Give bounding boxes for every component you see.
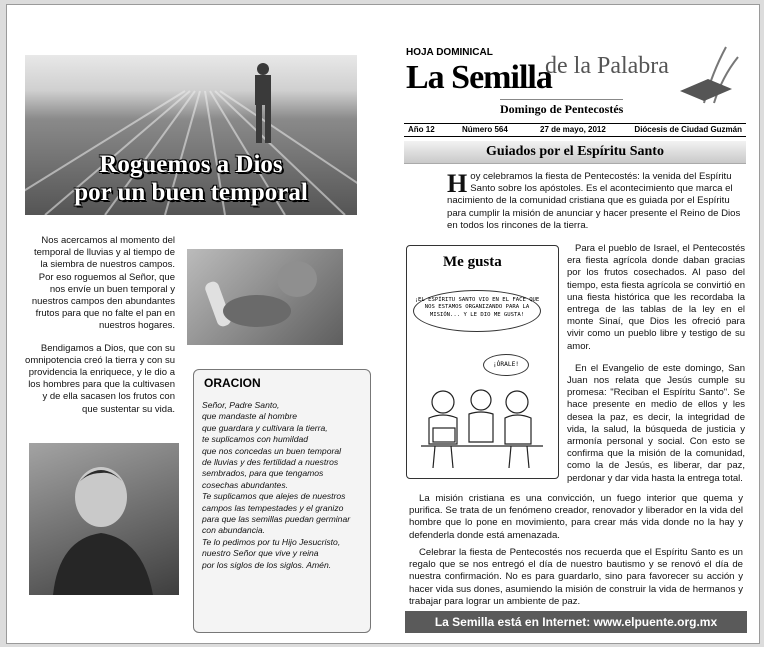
boy-illustration bbox=[29, 443, 179, 595]
farmland-photo bbox=[25, 55, 357, 215]
speech-bubble: ¡EL ESPÍRITU SANTO VIO EN EL FACE QUE NOS ESTAMOS ORGANIZANDO PARA LA MISIÓN... Y LE DIO ME GUSTA! bbox=[413, 290, 541, 332]
article-wide-paragraph-2 bbox=[409, 547, 743, 608]
intro-text: oy celebramos la fiesta de Pentecostés: la venida del Espíritu Santo sobre los apóstoles. Es el acontecimiento que marca el nacimiento de la comunidad cristiana que es guiada por el Espíritu para cumplir la misión de anunciar y hacer presente el Reino de Dios en todos los rincones de la tierra. bbox=[447, 171, 741, 231]
article-intro bbox=[447, 171, 743, 232]
masthead-title: La Semilla bbox=[406, 59, 552, 96]
people-on-bench-drawing bbox=[417, 384, 549, 472]
issue-diocese: Diócesis de Ciudad Guzmán bbox=[634, 125, 742, 134]
masthead-title-secondary: de la Palabra bbox=[545, 53, 669, 79]
left-text-block bbox=[25, 235, 175, 426]
prayer-box bbox=[193, 369, 371, 633]
issue-date: 27 de mayo, 2012 bbox=[540, 125, 606, 134]
hands-illustration bbox=[187, 249, 343, 345]
prayer-line: Te suplicamos que alejes de nuestros bbox=[202, 491, 346, 502]
hands-with-corn-photo bbox=[187, 249, 343, 345]
prayer-line: que guardara y cultivara la tierra, bbox=[202, 422, 328, 433]
boy-looking-up-photo bbox=[29, 443, 179, 595]
prayer-line: campos las tempestades y el granizo bbox=[202, 502, 344, 513]
prayer-line: sembrados, para que tengamos bbox=[202, 468, 324, 479]
left-paragraph: Nos acercamos al momento del temporal de lluvias y al tiempo de la siembra de nuestros campos. Por eso roguemos al Señor, que nos envíe un buen temporal y nuestros campos den abundantes frutos para que no falte el pan en nuestros hogares. bbox=[31, 235, 175, 332]
article-title: Guiados por el Espíritu Santo bbox=[404, 141, 746, 164]
prayer-line: nuestro Señor que vive y reina bbox=[202, 548, 319, 559]
headline-line-2: por un buen temporal bbox=[74, 179, 308, 206]
issue-info-bar bbox=[404, 123, 746, 137]
issue-number: Número 564 bbox=[462, 125, 508, 134]
left-paragraph: Bendigamos a Dios, que con su omnipotencia creó la tierra y con su providencia la enriquece, y le dio a los hombres para que la cultivasen y de ella sacasen los frutos con que sustentar su vida. bbox=[25, 342, 175, 415]
article-paragraph: En el Evangelio de este domingo, San Juan nos relata que Jesús cumple su promesa: "Reciban el Espíritu Santo". Se hace presente en medio de ellos y les desea la paz, es decir, la integridad de vida, la salud, la búsqueda de justicia y armonía personal y social. Con esto se confirma que la misión de la comunidad, como la de Jesús, es liberar, dar paz, perdonar y dar vida hasta la entrega total. bbox=[567, 362, 745, 484]
prayer-line: Te lo pedimos por tu Hijo Jesucristo, bbox=[202, 536, 341, 547]
prayer-text bbox=[202, 400, 362, 571]
prayer-line: por los siglos de los siglos. Amén. bbox=[202, 559, 332, 570]
article-wide-paragraph-1 bbox=[409, 493, 743, 542]
prayer-title: ORACION bbox=[204, 376, 261, 390]
article-paragraph: Para el pueblo de Israel, el Pentecostés era fiesta agrícola donde daban gracias por los frutos cosechados. Al paso del tiempo, esta fiesta agrícola se convirtió en una fiesta histórica que les recordaba la entrega de las tablas de la ley en el monte Sinaí, que Dios les ofreció para vivir como un pueblo libre y testigo de su amor. bbox=[567, 243, 745, 352]
drop-cap: H bbox=[447, 169, 468, 198]
masthead bbox=[400, 41, 750, 127]
masthead-kicker: HOJA DOMINICAL bbox=[406, 47, 493, 58]
prayer-line: que nos concedas un buen temporal bbox=[202, 445, 342, 456]
farmer-figure bbox=[255, 63, 271, 143]
prayer-line: de lluvias y des fertilidad a nuestros bbox=[202, 457, 339, 468]
bulletin-page bbox=[6, 4, 760, 644]
prayer-line: que mandaste al hombre bbox=[202, 411, 298, 422]
website-footer-banner: La Semilla está en Internet: www.elpuente.org.mx bbox=[405, 611, 747, 633]
article-paragraph: Celebrar la fiesta de Pentecostés nos recuerda que el Espíritu Santo es un regalo que se nos entregó el día de nuestro bautismo y se renovó el día de nuestra confirmación. No es para guardarlo, sino para favorecer su acción y hacer vida sus dones, asumiendo la misión de construir la vida de hermanos y trabajar para lograr un ambiente de paz. bbox=[409, 547, 743, 607]
prayer-line: te suplicamos con humildad bbox=[202, 434, 309, 445]
headline-line-1: Roguemos a Dios bbox=[99, 151, 283, 178]
wheat-and-bible-icon bbox=[674, 43, 744, 105]
speech-bubble-short: ¡ÓRALE! bbox=[483, 354, 529, 376]
cartoon-title: Me gusta bbox=[443, 254, 502, 270]
issue-year: Año 12 bbox=[408, 125, 435, 134]
masthead-subtitle: Domingo de Pentecostés bbox=[500, 99, 623, 117]
article-paragraph: La misión cristiana es una convicción, un fuego interior que quema y purifica. Se trata de un fenómeno creador, renovador y liberador en la vida del hombre que lo pone en movimiento, para crear más vida donde no la hay y defenderla donde está amenazada. bbox=[409, 493, 743, 541]
cartoon-panel bbox=[406, 245, 559, 479]
article-column-right bbox=[567, 243, 745, 495]
prayer-line: cosechas abundantes. bbox=[202, 479, 289, 490]
prayer-line: para que las semillas puedan germinar bbox=[202, 514, 351, 525]
prayer-line: Señor, Padre Santo, bbox=[202, 400, 280, 410]
prayer-line: con abundancia. bbox=[202, 525, 266, 536]
